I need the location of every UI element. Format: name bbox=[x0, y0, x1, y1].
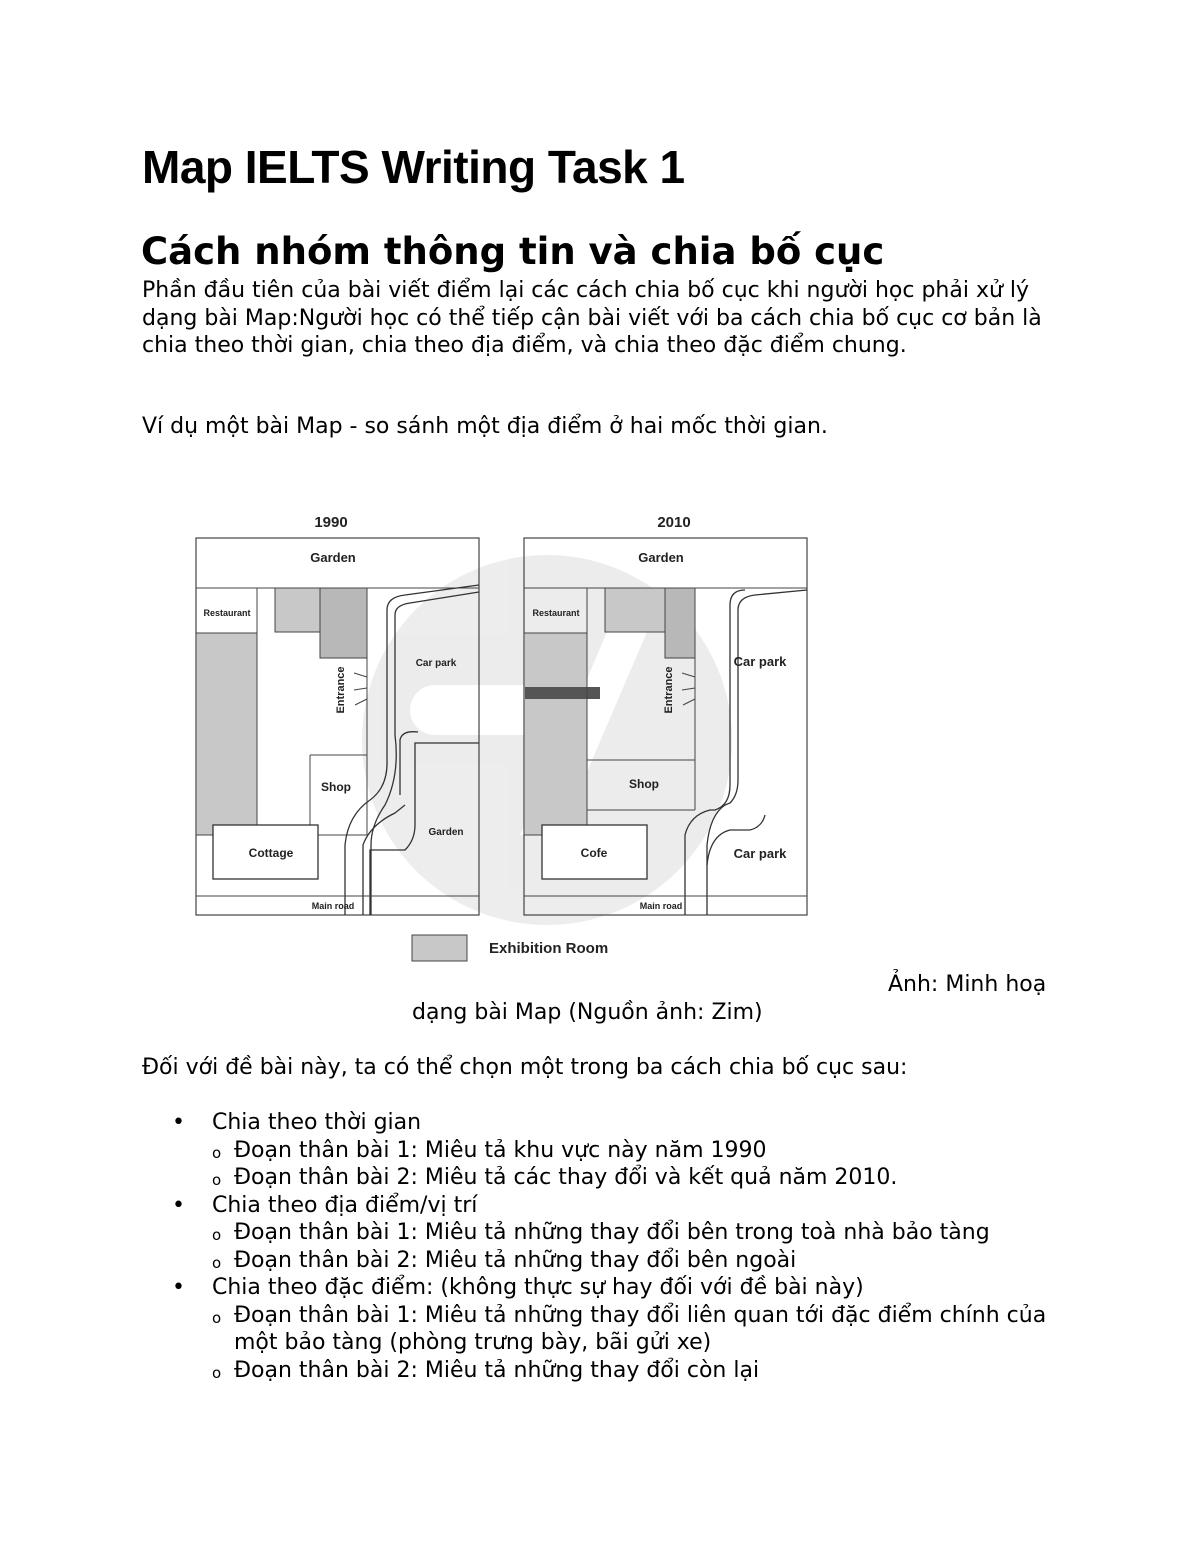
shop-label-2010: Shop bbox=[629, 777, 659, 791]
layout-options-list bbox=[172, 1109, 1072, 1384]
legend-label: Exhibition Room bbox=[489, 940, 609, 957]
list-item bbox=[172, 1274, 1072, 1384]
options-intro: Đối với đề bài này, ta có thể chọn một trong ba cách chia bố cục sau: bbox=[142, 1055, 908, 1080]
shop-label-1990: Shop bbox=[321, 780, 351, 794]
list-item bbox=[172, 1109, 1072, 1192]
figure-caption-line2: dạng bài Map (Nguồn ảnh: Zim) bbox=[412, 1000, 763, 1025]
map-legend bbox=[412, 935, 608, 961]
car-park-label-bottom-2010: Car park bbox=[733, 846, 787, 861]
intro-paragraph: Phần đầu tiên của bài viết điểm lại các cách chia bố cục khi người học phải xử lý dạng bài Map:Người học có thể tiếp cận bài viết với ba cách chia bố cục cơ bản là chia theo thời gian, chia theo địa điểm, và chia theo đặc điểm chung. bbox=[142, 278, 1042, 358]
entrance-label-2010: Entrance bbox=[663, 666, 675, 714]
main-road-label-1990: Main road bbox=[311, 901, 355, 911]
list-item: o Đoạn thân bài 1: Miêu tả những thay đổi bên trong toà nhà bảo tàng bbox=[212, 1219, 1072, 1247]
car-park-label-1990: Car park bbox=[415, 658, 457, 669]
exhibition-room-corner-1990 bbox=[320, 588, 367, 658]
section-heading: Cách nhóm thông tin và chia bố cục bbox=[141, 230, 885, 273]
exhibition-room-left-2010 bbox=[524, 633, 587, 835]
list-item-label: Chia theo địa điểm/vị trí bbox=[212, 1192, 478, 1218]
exhibition-room-corner-2010 bbox=[665, 588, 695, 658]
garden-label-top-1990: Garden bbox=[310, 550, 356, 565]
image-id-tag bbox=[525, 687, 600, 699]
list-item: o Đoạn thân bài 2: Miêu tả các thay đổi và kết quả năm 2010. bbox=[212, 1164, 1072, 1192]
restaurant-label-1990: Restaurant bbox=[203, 608, 251, 618]
year-label-2010: 2010 bbox=[657, 514, 691, 531]
list-item: o Đoạn thân bài 2: Miêu tả những thay đổi còn lại bbox=[212, 1357, 1072, 1385]
main-road-label-2010: Main road bbox=[639, 901, 683, 911]
restaurant-label-2010: Restaurant bbox=[532, 608, 580, 618]
figure-caption-line1: Ảnh: Minh hoạ bbox=[888, 972, 1047, 997]
garden-label-bottom-1990: Garden bbox=[428, 827, 464, 838]
exhibition-room-left-1990 bbox=[196, 633, 257, 835]
legend-swatch bbox=[412, 935, 467, 961]
entrance-label-1990: Entrance bbox=[335, 666, 347, 714]
car-park-label-top-2010: Car park bbox=[733, 654, 787, 669]
cottage-label-1990: Cottage bbox=[248, 846, 294, 860]
map-illustration bbox=[190, 505, 815, 970]
list-item-label: Chia theo thời gian bbox=[212, 1110, 422, 1135]
list-item: o Đoạn thân bài 1: Miêu tả những thay đổi liên quan tới đặc điểm chính của một bảo tàng (phòng trưng bày, bãi gửi xe) bbox=[212, 1302, 1072, 1357]
list-item bbox=[172, 1192, 1072, 1275]
year-label-1990: 1990 bbox=[314, 514, 348, 531]
cafe-label-2010: Cofe bbox=[580, 846, 608, 860]
list-item: o Đoạn thân bài 2: Miêu tả những thay đổi bên ngoài bbox=[212, 1247, 1072, 1275]
map-figure bbox=[190, 505, 815, 970]
exhibition-room-top-1990 bbox=[275, 588, 320, 632]
page-title: Map IELTS Writing Task 1 bbox=[142, 141, 685, 193]
garden-label-top-2010: Garden bbox=[638, 550, 684, 565]
exhibition-room-top-2010 bbox=[605, 588, 665, 632]
list-item-label: Chia theo đặc điểm: (không thực sự hay đối với đề bài này) bbox=[212, 1275, 864, 1300]
example-paragraph: Ví dụ một bài Map - so sánh một địa điểm ở hai mốc thời gian. bbox=[142, 414, 828, 439]
list-item: o Đoạn thân bài 1: Miêu tả khu vực này năm 1990 bbox=[212, 1137, 1072, 1165]
